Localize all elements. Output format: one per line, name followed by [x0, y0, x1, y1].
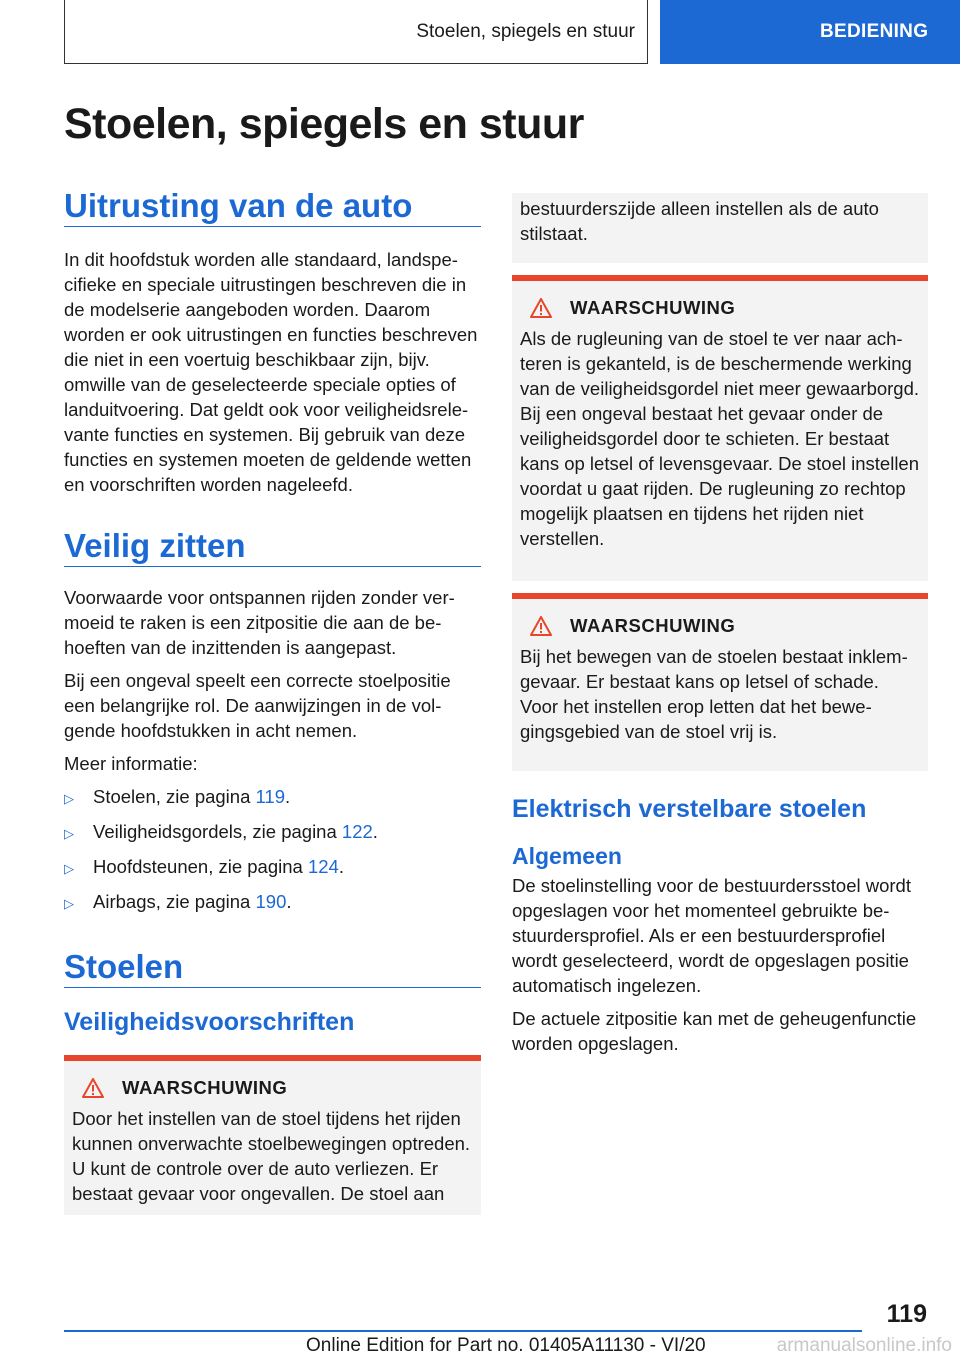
page-link[interactable]: 119: [255, 786, 286, 807]
header-section-title: Stoelen, spiegels en stuur: [416, 20, 635, 42]
safe-text-1: Voorwaarde voor ontspannen rijden zonder vermoeid te raken is een zitpositie die aan de behoeften van de inzittenden is aangepast.: [64, 587, 455, 658]
general-text-2: De actuele zitpositie kan met de geheugenfunctie worden opgeslagen.: [512, 1008, 917, 1054]
list-item: ▷ Airbags, zie pagina 190.: [64, 889, 481, 916]
triangle-bullet-icon: ▷: [64, 826, 74, 841]
heading-equipment: Uitrusting van de auto: [64, 193, 481, 227]
warning-title: WAARSCHUWING: [570, 297, 736, 318]
header-chapter-tab: [660, 0, 960, 64]
warning-triangle-icon: [530, 298, 552, 318]
warning-triangle-icon: [82, 1078, 104, 1098]
warning-box-3: [512, 593, 928, 771]
warning-box-1: [64, 1055, 481, 1215]
page-link[interactable]: 124: [307, 856, 339, 877]
heading-general: Algemeen: [512, 843, 622, 869]
heading-seats: Stoelen: [64, 954, 481, 988]
watermark: armanualsonline.info: [776, 1335, 952, 1356]
link-list: [64, 784, 481, 916]
page-title: Stoelen, spiegels en stuur: [64, 100, 584, 148]
heading-safe-seating: Veilig zitten: [64, 533, 481, 567]
triangle-bullet-icon: ▷: [64, 896, 74, 911]
header-chapter-title: BEDIENING: [820, 21, 929, 42]
safe-text-2: Bij een ongeval speelt een correcte stoelpositie een belangrijke rol. De aanwijzingen in de volgende hoofdstukken in acht nemen.: [64, 670, 451, 741]
right-column: [512, 193, 928, 1064]
warning-text: Als de rugleuning van de stoel te ver naar achteren is gekanteld, is de beschermende werking van de veiligheidsgordel niet meer gewaarborgd. Bij een ongeval bestaat het gevaar onder de veiligheidsgordel door te schieten. Er bestaat kans op letsel of levensgevaar. De stoel instellen voordat u gaat rijden. De rugleuning zo rechtop mogelijk plaatsen en tijdens het rijden niet verstellen.: [520, 328, 920, 549]
warning-box-2: [512, 275, 928, 581]
list-item: ▷ Hoofdsteunen, zie pagina 124.: [64, 854, 481, 881]
triangle-bullet-icon: ▷: [64, 861, 74, 876]
left-column: [64, 187, 481, 1215]
warning-title: WAARSCHUWING: [570, 615, 736, 636]
general-text-1: De stoelinstelling voor de bestuurdersstoel wordt opgeslagen voor het momenteel gebruikte bestuurdersprofiel. Als er een bestuurdersprofiel wordt geselecteerd, wordt de opgeslagen positie automatisch ingelezen.: [512, 875, 911, 996]
equipment-text: In dit hoofdstuk worden alle standaard, landspecifieke en speciale uitrustingen beschreven die in de modelserie aangeboden worden. Daarom worden er ook uitrustingen en functies beschreven die niet in een voertuig beschikbaar zijn, bijv. omwille van de geselecteerde speciale opties of landuitvoering. Dat geldt ook voor veiligheidsrelevante functies en systemen. Bij gebruik van deze functies en systemen moeten de geldende wetten en voorschriften worden nageleefd.: [64, 249, 478, 495]
footer-divider: [64, 1330, 862, 1332]
warning-triangle-icon: [530, 616, 552, 636]
warning-text: Bij het bewegen van de stoelen bestaat inklemgevaar. Er bestaat kans op letsel of schade. Voor het instellen erop letten dat het bewegingsgebied van de stoel vrij is.: [520, 646, 908, 742]
heading-electric-seats: Elektrisch verstelbare stoelen: [512, 795, 867, 823]
warning-text: Door het instellen van de stoel tijdens het rijden kunnen onverwachte stoelbewegingen optreden. U kunt de controle over de auto verliezen. Er bestaat gevaar voor ongevallen. De stoel aan: [72, 1108, 471, 1204]
page-number: 119: [886, 1300, 927, 1328]
list-item: ▷ Stoelen, zie pagina 119.: [64, 784, 481, 811]
page-link[interactable]: 190: [255, 891, 287, 912]
page-link[interactable]: 122: [341, 821, 373, 842]
header-section-tab: [64, 0, 648, 64]
more-info-label: Meer informatie:: [64, 753, 198, 774]
warning-text: bestuurderszijde alleen instellen als de auto stilstaat.: [520, 198, 879, 244]
warning-box-1-continued: [512, 193, 928, 263]
warning-title: WAARSCHUWING: [122, 1077, 288, 1098]
footer-edition: Online Edition for Part no. 01405A11130 - VI/20: [306, 1335, 706, 1356]
list-item: ▷ Veiligheidsgordels, zie pagina 122.: [64, 819, 481, 846]
heading-safety-rules: Veiligheidsvoorschriften: [64, 1008, 355, 1036]
triangle-bullet-icon: ▷: [64, 791, 74, 806]
